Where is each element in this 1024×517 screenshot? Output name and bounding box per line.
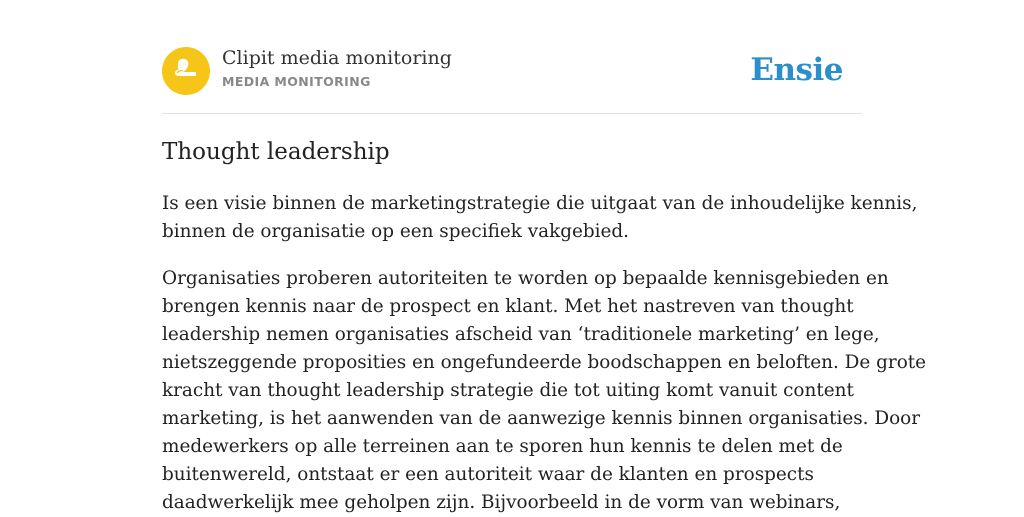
paragraph-line: marketing, is het aanwenden van de aanwezige kennis binnen organisaties. Door xyxy=(162,408,921,429)
brand-title[interactable]: Clipit media monitoring xyxy=(222,47,452,69)
paragraph-line: Is een visie binnen de marketingstrategie die uitgaat van de inhoudelijke kennis, xyxy=(162,193,918,214)
brand-logo[interactable] xyxy=(162,47,210,95)
paragraph-line: binnen de organisatie op een specifiek vakgebied. xyxy=(162,221,630,242)
paragraph-line: daadwerkelijk mee geholpen zijn. Bijvoorbeeld in de vorm van webinars, xyxy=(162,492,841,513)
paragraph-line: medewerkers op alle terreinen aan te sporen hun kennis te delen met de xyxy=(162,436,843,457)
paragraph-line: leadership nemen organisaties afscheid van ‘traditionele marketing’ en lege, xyxy=(162,324,880,345)
paragraph-line: brengen kennis naar de prospect en klant. Met het nastreven van thought xyxy=(162,296,854,317)
article-title: Thought leadership xyxy=(162,139,390,165)
article-paragraph-2 xyxy=(162,265,927,517)
site-logo[interactable]: Ensie xyxy=(750,52,843,88)
header-divider xyxy=(162,113,862,114)
brand-subtitle: MEDIA MONITORING xyxy=(222,74,371,89)
paragraph-line: buitenwereld, ontstaat er een autoriteit waar de klanten en prospects xyxy=(162,464,814,485)
paragraph-line: kracht van thought leadership strategie die tot uiting komt vanuit content xyxy=(162,380,854,401)
paragraph-line: Organisaties proberen autoriteiten te worden op bepaalde kennisgebieden en xyxy=(162,268,889,289)
article-paragraph-1 xyxy=(162,190,918,246)
header xyxy=(162,46,862,96)
paragraph-line: nietszeggende proposities en ongefundeerde boodschappen en beloften. De grote xyxy=(162,352,927,373)
speech-bubble-icon xyxy=(162,47,210,95)
page xyxy=(162,0,927,513)
